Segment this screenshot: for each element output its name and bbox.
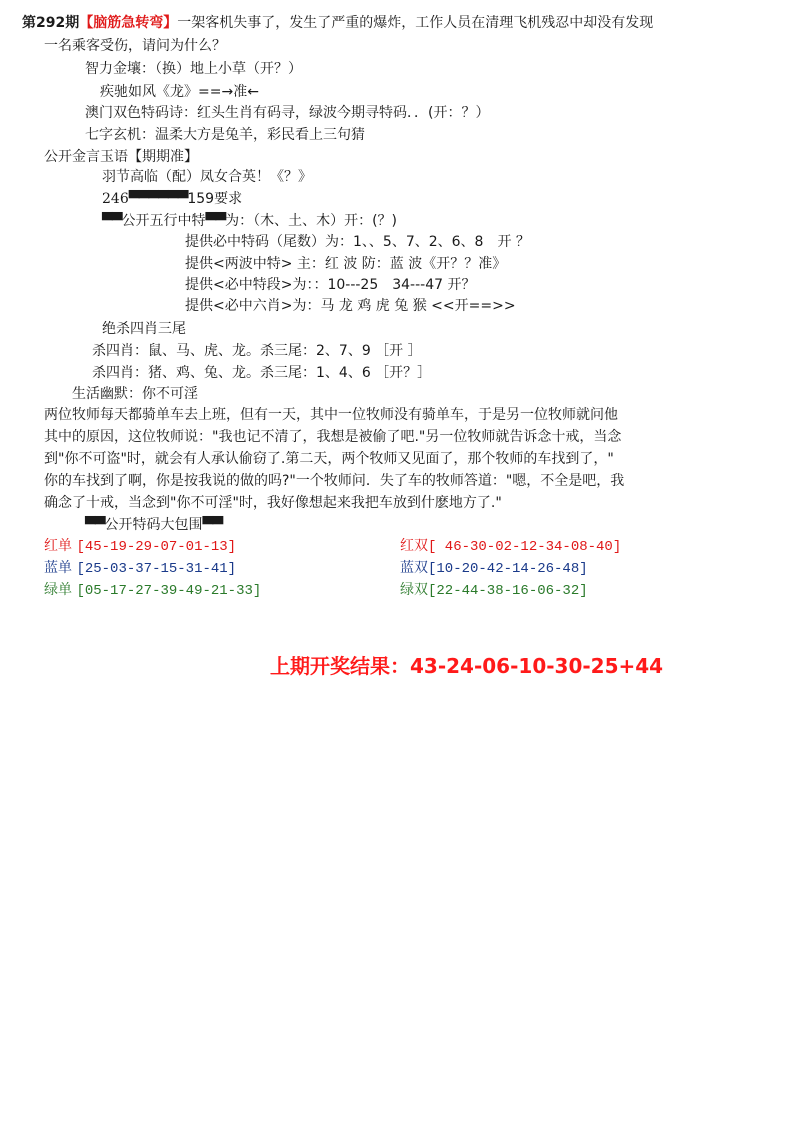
wuxing-bars-right: ▀▀ [205,213,226,229]
code-suffix: 159要求 [187,191,243,207]
hint-zhili: 智力金壤：（换）地上小草（开？） [85,61,302,77]
humor-paragraph-line-1: 两位牧师每天都骑单车去上班，但有一天，其中一位牧师没有骑单车，于是另一位牧师就问他 [44,407,618,423]
kill-heading: 绝杀四肖三尾 [102,321,186,337]
public-wuxing-line [102,212,397,230]
code-value: [ 46-30-02-12-34-08-40] [428,539,622,555]
humor-paragraph-line-4: 你的车找到了啊，你是按我说的做的吗?"一个牧师问．失了车的牧师答道："嗯，不全是吧，我 [44,473,625,489]
code-label: 蓝双 [400,560,428,576]
riddle-question-1: 一架客机失事了，发生了严重的爆炸，工作人员在清理飞机残忍中却没有发现 [177,15,654,31]
humor-heading: 生活幽默：你不可淫 [72,386,198,402]
humor-paragraph-line-5: 确念了十戒，当念到"你不可淫"时，我好像想起来我把车放到什麽地方了." [44,495,502,511]
result-numbers: 43-24-06-10-30-25+44 [410,654,664,678]
codes-heading-line [85,516,222,534]
code-label: 绿单 [44,582,72,598]
wuxing-rest: 为：（木、土、木）开：(？) [225,213,398,229]
public-wave: 提供<两波中特> 主：红 波 防：蓝 波《开？？准》 [185,256,507,272]
kill-line-2: 杀四肖：猪、鸡、兔、龙。杀三尾：1、4、6 ［开？］ [92,365,432,381]
hint-aomen: 澳门双色特码诗：红头生肖有码寻，绿波今期寻特码．．(开：？） [85,105,490,121]
hint-qizi: 七字玄机：温柔大方是兔羊，彩民看上三句猜 [85,127,365,143]
humor-paragraph-line-2: 其中的原因，这位牧师说："我也记不清了，我想是被偷了吧."另一位牧师就告诉念十戒，当念 [44,429,622,445]
code-row-red-double [400,537,621,556]
code-row-blue-double [400,559,588,578]
code-value: [22-44-38-16-06-32] [428,583,588,599]
public-six: 提供<必中六肖>为：马 龙 鸡 虎 兔 猴 <<开==>> [185,298,516,314]
codes-heading: 公开特码大包围 [104,517,203,533]
last-draw-result [270,650,663,679]
code-label: 绿双 [400,582,428,598]
hint-jichi: 疾驰如风《龙》==→准← [100,84,259,100]
code-row-blue-single [44,559,236,578]
code-value: [25-03-37-15-31-41] [76,561,237,577]
code-row-red-single [44,537,236,556]
codes-bars-right: ▀▀ [202,517,223,533]
public-tail: 提供必中特码（尾数）为：1、、5、7、2、6、8 开 ？ [185,234,530,250]
result-label: 上期开奖结果： [270,654,410,678]
code-label: 蓝单 [44,560,72,576]
codes-bars-left: ▀▀ [85,517,105,533]
code-label: 红双 [400,538,428,554]
public-segment: 提供<必中特段>为：：10---25 34---47 开？ [185,277,476,293]
humor-paragraph-line-3: 到"你不可盗"时，就会有人承认偷窃了.第二天，两个牧师又见面了，那个牧师的车找到了，" [44,451,614,467]
wuxing-label: 公开五行中特 [121,213,206,229]
public-code-line [102,190,242,208]
code-bars: ▀▀▀▀▀▀ [128,191,188,207]
code-value: [10-20-42-14-26-48] [428,561,588,577]
code-value: [05-17-27-39-49-21-33] [76,583,262,599]
code-row-green-single [44,581,261,600]
riddle-tag: 【脑筋急转弯】 [79,15,178,31]
code-row-green-double [400,581,588,600]
public-yujie: 羽节高临（配）凤女合英！《？》 [102,169,312,185]
code-prefix: 246 [102,191,129,207]
wuxing-bars-left: ▀▀ [102,213,122,229]
riddle-question-2: 一名乘客受伤，请问为什么？ [44,38,226,54]
kill-line-1: 杀四肖：鼠、马、虎、龙。杀三尾：2、7、9 ［开 ］ [92,343,422,359]
issue-number: 第292期 [22,15,80,31]
public-heading: 公开金言玉语【期期准】 [44,149,198,165]
riddle-line-1 [22,14,653,32]
code-value: [45-19-29-07-01-13] [76,539,237,555]
code-label: 红单 [44,538,72,554]
